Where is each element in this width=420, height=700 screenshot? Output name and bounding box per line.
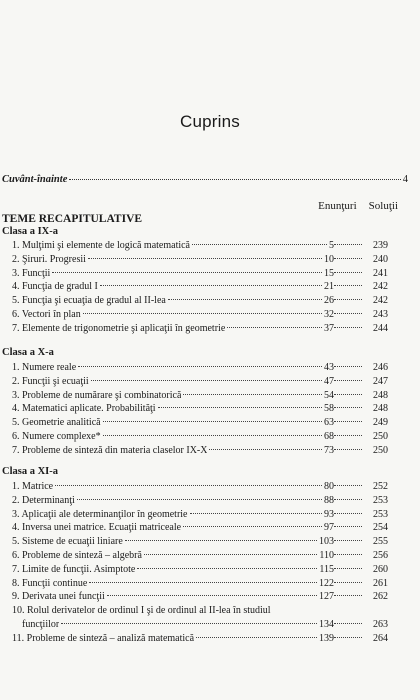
leader-dots: [89, 582, 317, 583]
toc-entry[interactable]: [12, 590, 388, 604]
entries-ix: [12, 239, 388, 336]
leader-dots: [334, 513, 362, 514]
toc-entry[interactable]: [12, 416, 388, 430]
leader-dots: [334, 499, 362, 500]
leader-dots: [52, 272, 322, 273]
leader-dots: [334, 540, 362, 541]
entry-page-solution: 256: [373, 549, 388, 561]
entry-label: 11. Probleme de sinteză – analiză matematică: [12, 632, 195, 644]
leader-dots: [334, 554, 362, 555]
entry-label: 1. Mulţimi şi elemente de logică matematică: [12, 240, 190, 251]
leader-dots: [183, 526, 322, 527]
preface-label: Cuvânt-înainte: [2, 174, 68, 185]
entry-page-statement: 122: [319, 577, 334, 589]
column-headers: [318, 200, 398, 212]
entry-page-statement: 97: [324, 522, 334, 534]
leader-dots: [192, 244, 327, 245]
entry-page-solution: 263: [373, 618, 388, 630]
section-title: TEME RECAPITULATIVE: [2, 213, 143, 225]
leader-dots: [334, 623, 362, 624]
entry-page-solution: 241: [373, 267, 388, 279]
toc-entry[interactable]: [12, 563, 388, 577]
toc-entry[interactable]: [12, 239, 388, 253]
leader-dots: [334, 485, 362, 486]
entry-page-statement: 32: [324, 308, 334, 320]
entry-page-solution: 261: [373, 577, 388, 589]
entry-page-statement: 88: [324, 494, 334, 506]
leader-dots: [334, 595, 362, 596]
leader-dots: [334, 526, 362, 527]
leader-dots: [55, 485, 322, 486]
leader-dots: [334, 407, 362, 408]
entry-label: 1. Numere reale: [12, 362, 77, 373]
leader-dots: [209, 449, 322, 450]
entry-label: 2. Funcţii şi ecuaţii: [12, 375, 89, 387]
entry-label: 7. Elemente de trigonometrie şi aplicaţii în geometrie: [12, 322, 226, 334]
toc-entry[interactable]: [12, 280, 388, 294]
leader-dots: [107, 595, 317, 596]
toc-entry[interactable]: [12, 508, 388, 522]
leader-dots: [83, 313, 322, 314]
leader-dots: [168, 299, 322, 300]
col-statements: Enunţuri: [318, 200, 357, 212]
entries-xi: [12, 480, 388, 646]
leader-dots: [91, 380, 322, 381]
entry-label: 7. Limite de funcţii. Asimptote: [12, 563, 136, 575]
leader-dots: [334, 568, 362, 569]
toc-entry[interactable]: [12, 322, 388, 336]
entry-page-solution: 253: [373, 494, 388, 506]
entries-x: [12, 361, 388, 458]
entry-page-statement: 63: [324, 417, 334, 429]
entry-page-statement: 115: [319, 563, 334, 575]
page-title: Cuprins: [180, 112, 240, 131]
leader-dots: [334, 313, 362, 314]
entry-label: 1. Matrice: [12, 481, 54, 492]
toc-entry[interactable]: [12, 430, 388, 444]
entry-page-solution: 249: [373, 417, 388, 429]
entry-page-statement: 93: [324, 508, 334, 520]
leader-dots: [334, 421, 362, 422]
class-title-x: Clasa a X-a: [2, 347, 54, 358]
entry-label: 4. Inversa unei matrice. Ecuaţii matriceale: [12, 522, 182, 534]
leader-dots: [334, 380, 362, 381]
leader-dots: [227, 327, 322, 328]
entry-label: 9. Derivata unei funcţii: [12, 591, 105, 603]
leader-dots: [190, 513, 323, 514]
entry-label: 7. Probleme de sinteză din materia claselor IX-X: [12, 444, 208, 456]
toc-entry[interactable]: [12, 480, 388, 494]
entry-label-continued: funcţiilor: [22, 618, 60, 630]
leader-dots: [88, 258, 322, 259]
leader-dots: [144, 554, 317, 555]
toc-entry[interactable]: [12, 389, 388, 403]
entry-page-statement: 127: [319, 591, 334, 603]
preface-entry[interactable]: [2, 174, 408, 185]
entry-page-solution: 248: [373, 403, 388, 415]
toc-entry[interactable]: [12, 521, 388, 535]
entry-page-statement: 10: [324, 253, 334, 265]
entry-label: 2. Şiruri. Progresii: [12, 253, 86, 265]
leader-dots: [125, 540, 317, 541]
entry-page-statement: 5: [329, 240, 334, 251]
entry-label: 8. Funcţii continue: [12, 577, 88, 589]
leader-dots: [61, 623, 317, 624]
entry-page-solution: 260: [373, 563, 388, 575]
toc-entry-first-line[interactable]: [12, 604, 388, 618]
entry-label: 10. Rolul derivatelor de ordinul I şi de ordinul al II-lea în studiul: [12, 605, 271, 617]
toc-entry[interactable]: [12, 549, 388, 563]
toc-entry[interactable]: [12, 361, 388, 375]
toc-entry[interactable]: [12, 577, 388, 591]
leader-dots: [334, 394, 362, 395]
leader-dots: [334, 435, 362, 436]
leader-dots: [103, 435, 322, 436]
leader-dots: [158, 407, 322, 408]
entry-label: 5. Geometrie analitică: [12, 417, 101, 429]
entry-label: 3. Probleme de numărare şi combinatorică: [12, 389, 182, 401]
entry-page-solution: 262: [373, 591, 388, 603]
entry-page-solution: 247: [373, 375, 388, 387]
toc-entry[interactable]: [12, 494, 388, 508]
leader-dots: [103, 421, 322, 422]
entry-label: 5. Sisteme de ecuaţii liniare: [12, 536, 123, 548]
toc-entry[interactable]: [12, 375, 388, 389]
entry-page-solution: 254: [373, 522, 388, 534]
entry-label: 6. Vectori în plan: [12, 308, 81, 320]
entry-page-solution: 242: [373, 281, 388, 293]
entry-page-solution: 244: [373, 322, 388, 334]
leader-dots: [334, 637, 362, 638]
entry-page-solution: 252: [373, 481, 388, 492]
entry-page-statement: 139: [319, 632, 334, 644]
entry-page-statement: 134: [319, 618, 334, 630]
leader-dots: [334, 285, 362, 286]
class-title-ix: Clasa a IX-a: [2, 226, 59, 237]
entry-page-statement: 110: [319, 549, 334, 561]
entry-page-statement: 47: [324, 375, 334, 387]
class-title-xi: Clasa a XI-a: [2, 466, 59, 477]
entry-page-statement: 26: [324, 295, 334, 307]
leader-dots: [334, 272, 362, 273]
entry-page-statement: 43: [324, 362, 334, 373]
entry-page-solution: 243: [373, 308, 388, 320]
entry-label: 4. Funcţia de gradul I: [12, 281, 98, 293]
toc-entry[interactable]: [12, 308, 388, 322]
entry-label: 3. Aplicaţii ale determinanţilor în geometrie: [12, 508, 188, 520]
leader-dots: [183, 394, 322, 395]
toc-entry[interactable]: [12, 632, 388, 646]
entry-page-solution: 246: [373, 362, 388, 373]
entry-page-statement: 15: [324, 267, 334, 279]
entry-page-statement: 54: [324, 389, 334, 401]
leader-dots: [334, 244, 362, 245]
entry-page-solution: 242: [373, 295, 388, 307]
leader-dots: [334, 582, 362, 583]
entry-label: 2. Determinanţi: [12, 494, 75, 506]
entry-page-statement: 68: [324, 430, 334, 442]
entry-label: 5. Funcţia şi ecuaţia de gradul al II-lea: [12, 295, 166, 307]
leader-dots: [334, 299, 362, 300]
entry-page-statement: 73: [324, 444, 334, 456]
leader-dots: [100, 285, 322, 286]
leader-dots: [77, 499, 322, 500]
preface-page: 4: [402, 174, 408, 185]
entry-page-solution: 248: [373, 389, 388, 401]
leader-dots: [334, 366, 362, 367]
toc-entry[interactable]: [12, 535, 388, 549]
toc-entry[interactable]: [12, 294, 388, 308]
entry-page-solution: 239: [373, 240, 388, 251]
entry-page-statement: 103: [319, 536, 334, 548]
entry-page-solution: 253: [373, 508, 388, 520]
entry-page-statement: 58: [324, 403, 334, 415]
leader-dots: [78, 366, 322, 367]
entry-page-solution: 250: [373, 430, 388, 442]
toc-entry[interactable]: [12, 618, 388, 632]
leader-dots: [334, 327, 362, 328]
entry-page-statement: 80: [324, 481, 334, 492]
toc-entry[interactable]: [12, 444, 388, 458]
toc-entry[interactable]: [12, 267, 388, 281]
col-solutions: Soluţii: [368, 200, 398, 212]
entry-page-solution: 250: [373, 444, 388, 456]
toc-entry[interactable]: [12, 402, 388, 416]
entry-page-statement: 37: [324, 322, 334, 334]
leader-dots: [69, 179, 400, 180]
entry-page-solution: 264: [373, 632, 388, 644]
entry-label: 6. Numere complexe*: [12, 430, 101, 442]
leader-dots: [334, 258, 362, 259]
toc-entry[interactable]: [12, 253, 388, 267]
entry-label: 4. Matematici aplicate. Probabilităţi: [12, 403, 156, 415]
leader-dots: [137, 568, 317, 569]
leader-dots: [196, 637, 317, 638]
entry-page-solution: 240: [373, 253, 388, 265]
entry-label: 3. Funcţii: [12, 267, 51, 279]
entry-page-statement: 21: [324, 281, 334, 293]
leader-dots: [334, 449, 362, 450]
entry-page-solution: 255: [373, 536, 388, 548]
entry-label: 6. Probleme de sinteză – algebră: [12, 549, 142, 561]
